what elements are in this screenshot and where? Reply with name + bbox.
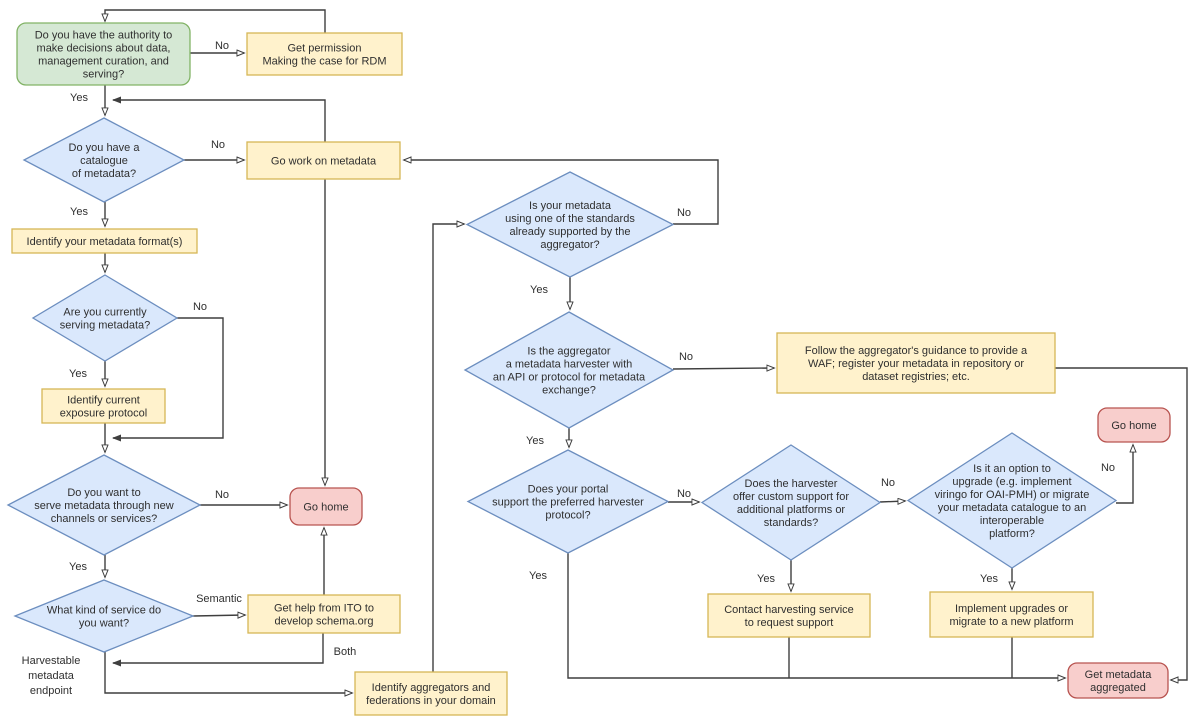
get-help-node	[248, 595, 400, 633]
go-work-node	[247, 142, 400, 179]
go-home-right-node	[1098, 408, 1170, 442]
harvestable-endpoint-label: Harvestable metadata endpoint	[21, 655, 81, 697]
get-permission-text: Get permission Making the case for RDM	[262, 42, 387, 68]
harvester-text: Is the aggregator a metadata harvester with an API or protocol for metadata exchange?	[492, 345, 646, 397]
edge-label-serving-no-bypass: No	[192, 301, 208, 313]
edge-label-custom-no: No	[880, 477, 896, 489]
identify-protocol-node	[42, 389, 165, 423]
custom-support-node	[702, 445, 880, 560]
edge-label-harvester-no: No	[678, 351, 694, 363]
edge-label-catalogue-no: No	[210, 139, 226, 151]
go-work-text: Go work on metadata	[270, 155, 377, 168]
get-permission-node	[247, 33, 402, 75]
portal-node	[468, 450, 668, 553]
catalogue-node	[24, 118, 184, 202]
custom-support-text: Does the harvester offer custom support for additional platforms or standards?	[733, 478, 849, 529]
get-aggregated-node	[1068, 663, 1168, 698]
edge-label-portal-yes-bottom: Yes	[529, 570, 547, 582]
edge-harvester-no	[673, 368, 774, 369]
identify-format-node	[12, 229, 197, 253]
serving-node	[33, 275, 177, 361]
follow-guidance-node	[777, 333, 1055, 393]
identify-format-text: Identify your metadata format(s)	[26, 236, 183, 248]
authority-text: Do you have the authority to make decisions about data, management curation, and serving?	[34, 29, 173, 81]
edge-gethelp-both-merge	[113, 633, 323, 663]
edge-label-portal-no: No	[676, 488, 692, 500]
go-home-right-text: Go home	[1111, 420, 1157, 432]
edge-label-upgrade-no: No	[1100, 462, 1116, 474]
authority-node	[17, 23, 190, 85]
upgrade-text: Is it an option to upgrade (e.g. implement viringo for OAI-PMH) or migrate your metadata catalogue to an interoperable platform?	[934, 463, 1090, 540]
edge-label-harvester-yes: Yes	[526, 435, 544, 447]
edge-label-serving-yes: Yes	[69, 368, 87, 380]
get-aggregated-text: Get metadata aggregated	[1084, 669, 1152, 694]
harvester-node	[465, 312, 673, 428]
edge-service-harvestable	[105, 652, 352, 693]
edge-label-upgrade-yes: Yes	[980, 573, 998, 585]
implement-upgrades-node	[930, 592, 1093, 637]
upgrade-node	[908, 433, 1116, 568]
edge-aggregators-standards	[433, 224, 464, 672]
edge-label-channels-yes: Yes	[69, 561, 87, 573]
edge-label-service-semantic: Semantic	[196, 593, 242, 605]
identify-aggregators-text: Identify aggregators and federations in your domain	[366, 682, 496, 707]
implement-upgrades-text: Implement upgrades or migrate to a new platform	[949, 603, 1074, 628]
contact-harvesting-node	[708, 594, 870, 637]
standards-node	[467, 172, 673, 277]
edge-label-channels-no: No	[214, 489, 230, 501]
edge-label-standards-yes: Yes	[530, 284, 548, 296]
service-kind-node	[15, 580, 193, 652]
edge-label-gethelp-both-merge: Both	[333, 646, 357, 658]
portal-text: Does your portal support the preferred harvester protocol?	[492, 483, 644, 522]
identify-protocol-text: Identify current exposure protocol	[59, 394, 148, 420]
edge-label-catalogue-yes: Yes	[70, 206, 88, 218]
nodes-layer	[8, 23, 1170, 715]
edge-service-semantic	[193, 615, 245, 616]
get-help-text: Get help from ITO to develop schema.org	[273, 602, 375, 628]
edge-label-authority-yes: Yes	[70, 92, 88, 104]
go-home-left-text: Go home	[303, 501, 349, 514]
go-home-left-node	[290, 488, 362, 525]
follow-guidance-text: Follow the aggregator's guidance to provide a WAF; register your metadata in repository or dataset registries; etc.	[804, 345, 1028, 383]
edge-custom-no	[880, 501, 905, 502]
edge-label-authority-no: No	[214, 40, 230, 52]
contact-harvesting-text: Contact harvesting service to request support	[724, 604, 854, 629]
catalogue-text: Do you have a catalogue of metadata?	[68, 142, 140, 180]
service-kind-text: What kind of service do you want?	[46, 604, 162, 630]
new-channels-node	[8, 455, 200, 555]
standards-text: Is your metadata using one of the standards already supported by the aggregator?	[505, 200, 635, 251]
new-channels-text: Do you want to serve metadata through new channels or services?	[34, 487, 174, 525]
edge-label-standards-no-loop: No	[676, 207, 692, 219]
identify-aggregators-node	[355, 672, 507, 715]
serving-text: Are you currently serving metadata?	[59, 306, 151, 332]
edge-upgrade-no	[1116, 445, 1133, 503]
edge-label-custom-yes: Yes	[757, 573, 775, 585]
edge-gowork-return-loop	[113, 100, 325, 142]
